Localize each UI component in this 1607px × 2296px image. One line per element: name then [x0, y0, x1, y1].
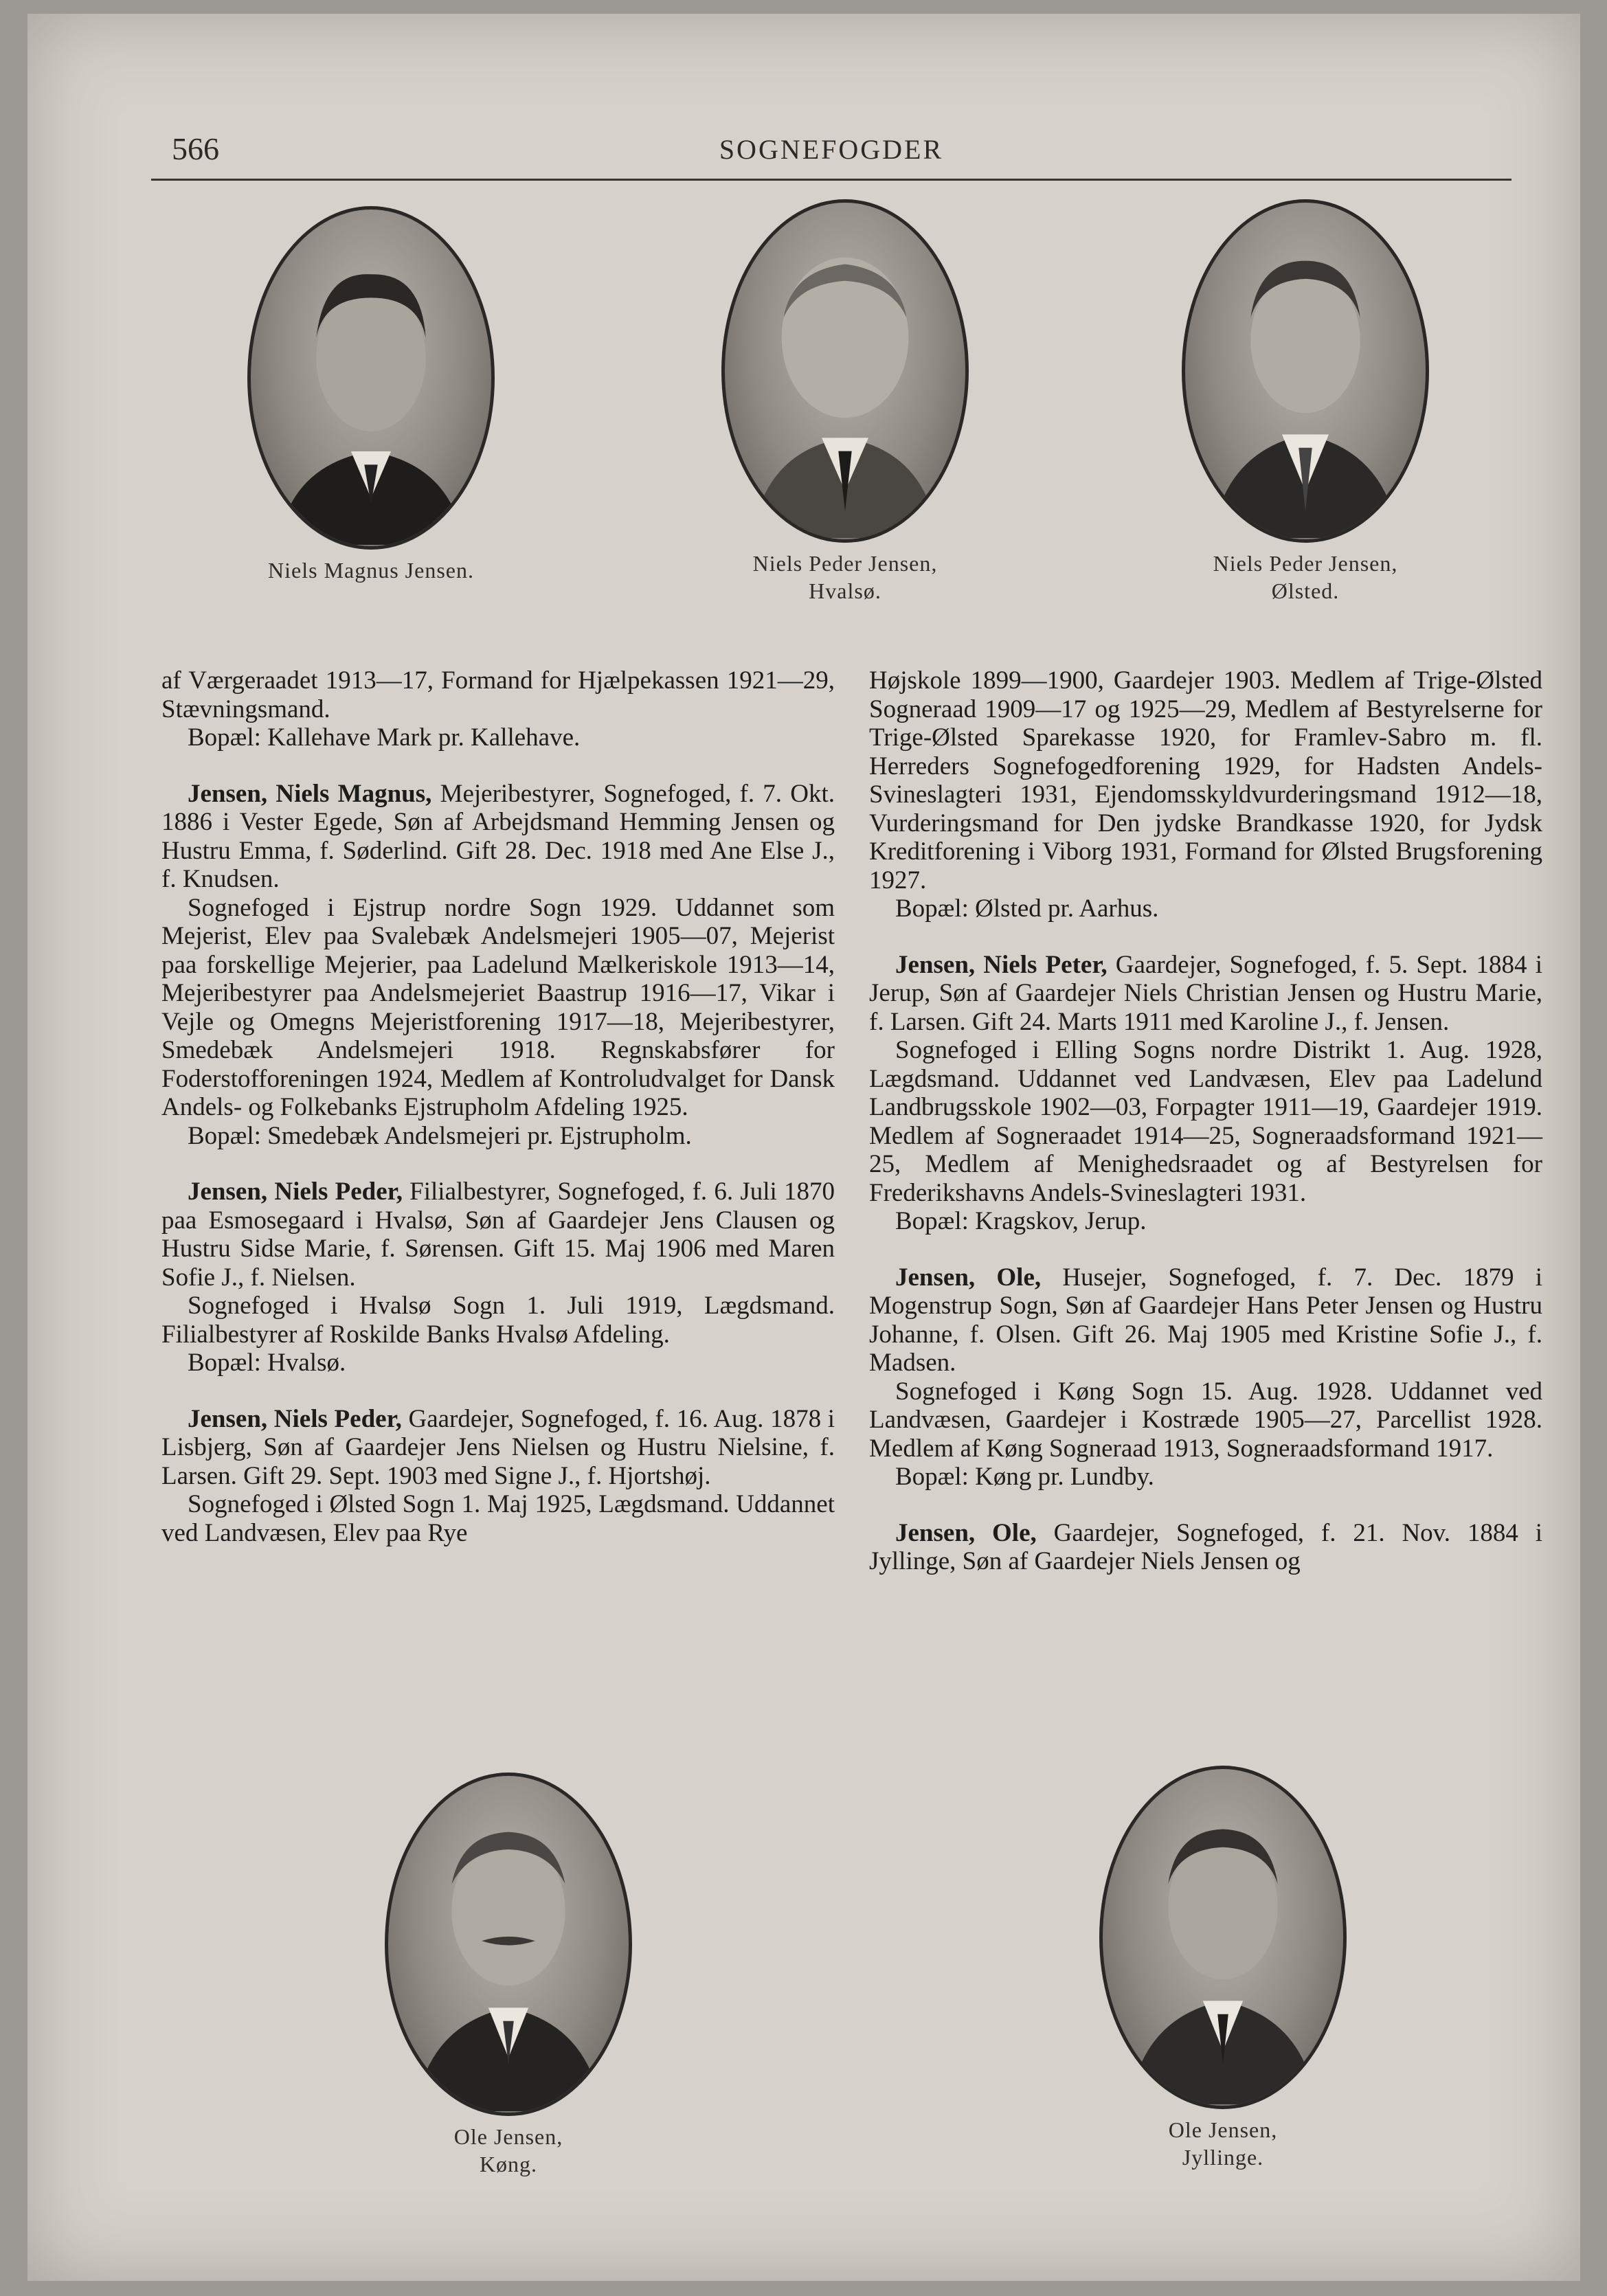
entry-body: Sognefoged i Ejstrup nordre Sogn 1929. Uddannet som Mejerist, Elev paa Svalebæk Andelsmejeri 1905—07, Mejerist paa forskellige Mejerier, paa Ladelund Mælkeriskole 1913—14, Mejeribestyrer paa Andelsmejeriet Baastrup 1916—17, Vikar i Vejle og Omegns Mejeristforening 1917—18, Mejeribestyrer, Smedebæk Andelsmejeri 1918. Regnskabsfører for Foderstofforeningen 1924, Medlem af Kontroludvalget for Dansk Andels- og Folkebanks Ejstrupholm Afdeling 1925.: [161, 893, 835, 1121]
entry-niels-peder-jensen-hvalso: Jensen, Niels Peder, Filialbestyrer, Sognefoged, f. 6. Juli 1870 paa Esmosegaard i Hvalsø, Søn af Gaardejer Jens Clausen og Hustru Sidse Marie, f. Sørensen. Gift 15. Maj 1906 med Maren Sofie J., f. Nielsen.: [161, 1178, 835, 1292]
residence-line: Bopæl: Ølsted pr. Aarhus.: [895, 894, 1159, 923]
residence-line: Bopæl: Kallehave Mark pr. Kallehave.: [188, 723, 581, 752]
entry-name: Jensen, Niels Magnus,: [188, 779, 432, 808]
portrait-caption: Ole Jensen, Jyllinge.: [1168, 2117, 1278, 2170]
portrait-silhouette-icon: [725, 203, 965, 539]
portrait-niels-magnus-jensen: [247, 206, 495, 584]
portrait-photo: [1182, 199, 1429, 543]
portrait-silhouette-icon: [1103, 1769, 1343, 2106]
portrait-silhouette-icon: [251, 210, 491, 546]
residence-line: Bopæl: Hvalsø.: [188, 1349, 346, 1377]
portrait-photo: [721, 199, 969, 543]
entry-body: Sognefoged i Hvalsø Sogn 1. Juli 1919, Lægdsmand. Filialbestyrer af Roskilde Banks Hvalsø Afdeling.: [161, 1292, 835, 1349]
portrait-photo: [385, 1772, 632, 2116]
entry-ole-jensen-kong: Jensen, Ole, Husejer, Sognefoged, f. 7. Dec. 1879 i Mogenstrup Sogn, Søn af Gaardejer Hans Peter Jensen og Hustru Johanne, f. Olsen. Gift 26. Maj 1905 med Kristine Sofie J., f. Madsen.: [869, 1263, 1542, 1377]
portrait-caption: Niels Peder Jensen, Hvalsø.: [752, 551, 938, 603]
portrait-ole-jensen-kong: [385, 1772, 632, 2178]
book-page: [27, 14, 1580, 2281]
portrait-caption: Niels Peder Jensen, Ølsted.: [1213, 551, 1398, 603]
entry-body: Sognefoged i Ølsted Sogn 1. Maj 1925, Lægdsmand. Uddannet ved Landvæsen, Elev paa Rye: [161, 1490, 835, 1547]
portrait-photo: [1099, 1766, 1347, 2109]
portrait-caption: Ole Jensen, Køng.: [453, 2124, 563, 2176]
entry-body: Sognefoged i Køng Sogn 15. Aug. 1928. Uddannet ved Landvæsen, Gaardejer i Kostræde 1905—27, Parcellist 1928. Medlem af Køng Sogneraad 1913, Sogneraadsformand 1917.: [869, 1377, 1542, 1463]
running-title: SOGNEFOGDER: [719, 134, 944, 165]
entry-name: Jensen, Niels Peder,: [188, 1178, 403, 1206]
entry-niels-magnus-jensen: Jensen, Niels Magnus, Mejeribestyrer, Sognefoged, f. 7. Okt. 1886 i Vester Egede, Søn af Arbejdsmand Hemming Jensen og Hustru Emma, f. Søderlind. Gift 28. Dec. 1918 med Ane Else J., f. Knudsen.: [161, 779, 835, 893]
left-text-column: [161, 666, 835, 1547]
entry-name: Jensen, Niels Peder,: [188, 1404, 402, 1433]
entry-niels-peder-jensen-olsted: Jensen, Niels Peder, Gaardejer, Sognefoged, f. 16. Aug. 1878 i Lisbjerg, Søn af Gaardejer Jens Nielsen og Hustru Nielsine, f. Larsen. Gift 29. Sept. 1903 med Signe J., f. Hjortshøj.: [161, 1404, 835, 1490]
page-number: 566: [172, 131, 219, 166]
portrait-caption: Niels Magnus Jensen.: [268, 558, 474, 583]
entry-name: Jensen, Ole,: [895, 1263, 1042, 1292]
entry-body: Sognefoged i Elling Sogns nordre Distrikt 1. Aug. 1928, Lægdsmand. Uddannet ved Landvæsen, Elev paa Ladelund Landbrugsskole 1902—03, Forpagter 1911—19, Gaardejer 1919. Medlem af Sogneraadet 1914—25, Sogneraadsformand 1921—25, Medlem af Menighedsraadet og af Bestyrelsen for Frederikshavns Andels-Svineslagteri 1931.: [869, 1036, 1542, 1207]
residence-line: Bopæl: Kragskov, Jerup.: [895, 1207, 1147, 1235]
entry-name: Jensen, Ole,: [895, 1518, 1037, 1547]
portrait-niels-peder-jensen-olsted: [1182, 199, 1429, 605]
residence-line: Bopæl: Smedebæk Andelsmejeri pr. Ejstrupholm.: [188, 1121, 692, 1150]
portrait-photo: [247, 206, 495, 550]
entry-ole-jensen-jyllinge: Jensen, Ole, Gaardejer, Sognefoged, f. 21. Nov. 1884 i Jyllinge, Søn af Gaardejer Niels Jensen og: [869, 1518, 1543, 1575]
entry-niels-peter-jensen: Jensen, Niels Peter, Gaardejer, Sognefoged, f. 5. Sept. 1884 i Jerup, Søn af Gaardejer Niels Christian Jensen og Hustru Marie, f. Larsen. Gift 24. Marts 1911 med Karoline J., f. Jensen.: [869, 950, 1542, 1036]
entry-name: Jensen, Niels Peter,: [895, 950, 1108, 979]
portrait-ole-jensen-jyllinge: [1099, 1766, 1347, 2171]
right-text-column: [869, 666, 1542, 1576]
portrait-silhouette-icon: [1185, 203, 1426, 539]
portrait-silhouette-icon: [388, 1776, 629, 2113]
continued-entry-text: Højskole 1899—1900, Gaardejer 1903. Medlem af Trige-Ølsted Sogneraad 1909—17 og 1925—29, Medlem af Bestyrelserne for Trige-Ølsted Sparekasse 1920, for Framlev-Sabro m. fl. Herreders Sognefogedforening 1929, for Hadsten Andels-Svineslagteri 1931, Ejendomsskyldvurderingsmand 1912—18, Vurderingsmand for Den jydske Brandkasse 1920, for Jydsk Kreditforening i Viborg 1931, Formand for Ølsted Brugsforening 1927.: [869, 666, 1542, 894]
residence-line: Bopæl: Køng pr. Lundby.: [895, 1463, 1154, 1491]
continued-entry-text: af Værgeraadet 1913—17, Formand for Hjælpekassen 1921—29, Stævningsmand.: [161, 666, 835, 723]
page-header: [151, 117, 1512, 181]
portrait-niels-peder-jensen-hvalso: [721, 199, 969, 605]
